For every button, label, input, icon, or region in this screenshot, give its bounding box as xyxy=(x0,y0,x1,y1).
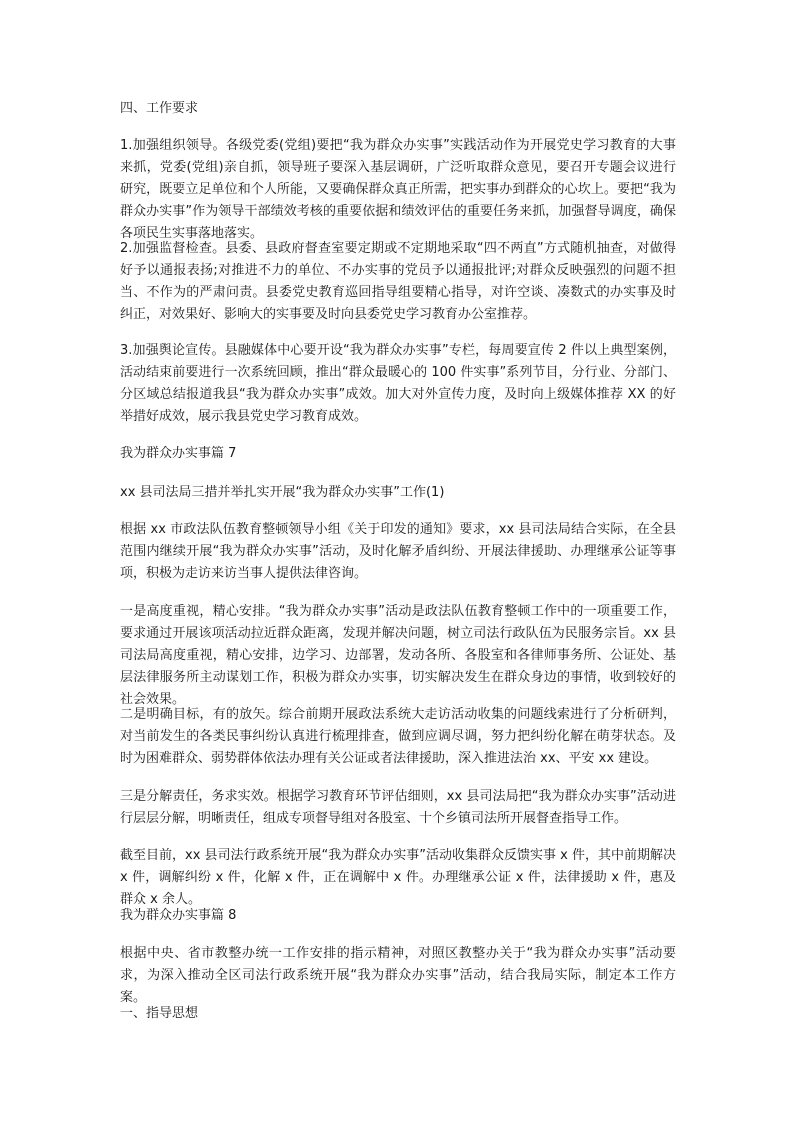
article-subtitle: xx 县司法局三措并举扎实开展“我为群众办实事”工作(1) xyxy=(120,485,445,500)
paragraph-supervision-inspection: 2.加强监督检查。县委、县政府督查室要定期或不定期地采取“四不两直”方式随机抽查，对做得好予以通报表扬;对推进不力的单位、不办实事的党员予以通报批评;对群众反映强烈的问题不担当、不作为的严肃问责。县委党史教育巡回指导组要精心指导，对许空谈、凑数式的办实事及时纠正，对效果好、影响大的实事要及时向县委党史学习教育办公室推荐。 xyxy=(120,241,676,322)
paragraph-point-three: 三是分解责任，务求实效。根据学习教育环节评估细则，xx 县司法局把“我为群众办实事”活动进行层层分解，明晰责任，组成专项督导组对各股室、十个乡镇司法所开展督查指导工作。 xyxy=(120,789,676,826)
paragraph-article-8-intro: 根据中央、省市教整办统一工作安排的指示精神，对照区教整办关于“我为群众办实事”活动要求，为深入推动全区司法行政系统开展“我为群众办实事”活动，结合我局实际，制定本工作方案。 xyxy=(120,946,676,1005)
paragraph-organizational-leadership: 1.加强组织领导。各级党委(党组)要把“我为群众办实事”实践活动作为开展党史学习教育的大事来抓，党委(党组)亲自抓，领导班子要深入基层调研，广泛听取群众意见，要召开专题会议进行研究，既要立足单位和个人所能，又要确保群众真正所需，把实事办到群众的心坎上。要把“我为群众办实事”作为领导干部绩效考核的重要依据和绩效评估的重要任务来抓，加强督导调度，确保各项民生实事落地落实。 xyxy=(120,138,676,241)
paragraph-publicity: 3.加强舆论宣传。县融媒体中心要开设“我为群众办实事”专栏，每周要宣传 2 件以上典型案例，活动结束前要进行一次系统回顾，推出“群众最暖心的 100 件实事”系列节目，分行业、分部门、分区域总结报道我县“我为群众办实事”成效。加大对外宣传力度，及时向上级媒体推荐 XX 的好举措好成效，展示我县党史学习教育成效。 xyxy=(120,343,676,424)
paragraph-point-one: 一是高度重视，精心安排。“我为群众办实事”活动是政法队伍教育整顿工作中的一项重要工作，要求通过开展该项活动拉近群众距离，发现并解决问题，树立司法行政队伍为民服务宗旨。xx 县司法局高度重视，精心安排，边学习、边部署，发动各所、各股室和各律师事务所、公证处、基层法律服务所主动谋划工作，积极为群众办实事，切实解决发生在群众身边的事情，收到较好的社会效果。 xyxy=(120,604,676,707)
section-heading-guiding-ideology: 一、指导思想 xyxy=(120,1006,199,1021)
article-heading-8: 我为群众办实事篇 8 xyxy=(120,908,237,923)
article-heading-7: 我为群众办实事篇 7 xyxy=(120,446,237,461)
section-heading-work-requirements: 四、工作要求 xyxy=(120,101,199,116)
paragraph-point-two: 二是明确目标，有的放矢。综合前期开展政法系统大走访活动收集的问题线索进行了分析研判，对当前发生的各类民事纠纷认真进行梳理排查，做到应调尽调，努力把纠纷化解在萌芽状态。及时为困难群众、弱势群体依法办理有关公证或者法律援助，深入推进法治 xx、平安 xx 建设。 xyxy=(120,707,676,766)
paragraph-results: 截至目前，xx 县司法行政系统开展“我为群众办实事”活动收集群众反馈实事 x 件，其中前期解决 x 件，调解纠纷 x 件，化解 x 件，正在调解中 x 件。办理继承公证 x 件，法律援助 x 件，惠及群众 x 余人。 xyxy=(120,848,676,907)
paragraph-background: 根据 xx 市政法队伍教育整顿领导小组《关于印发的通知》要求，xx 县司法局结合实际，在全县范围内继续开展“我为群众办实事”活动，及时化解矛盾纠纷、开展法律援助、办理继承公证等事项，积极为走访来访当事人提供法律咨询。 xyxy=(120,522,676,581)
